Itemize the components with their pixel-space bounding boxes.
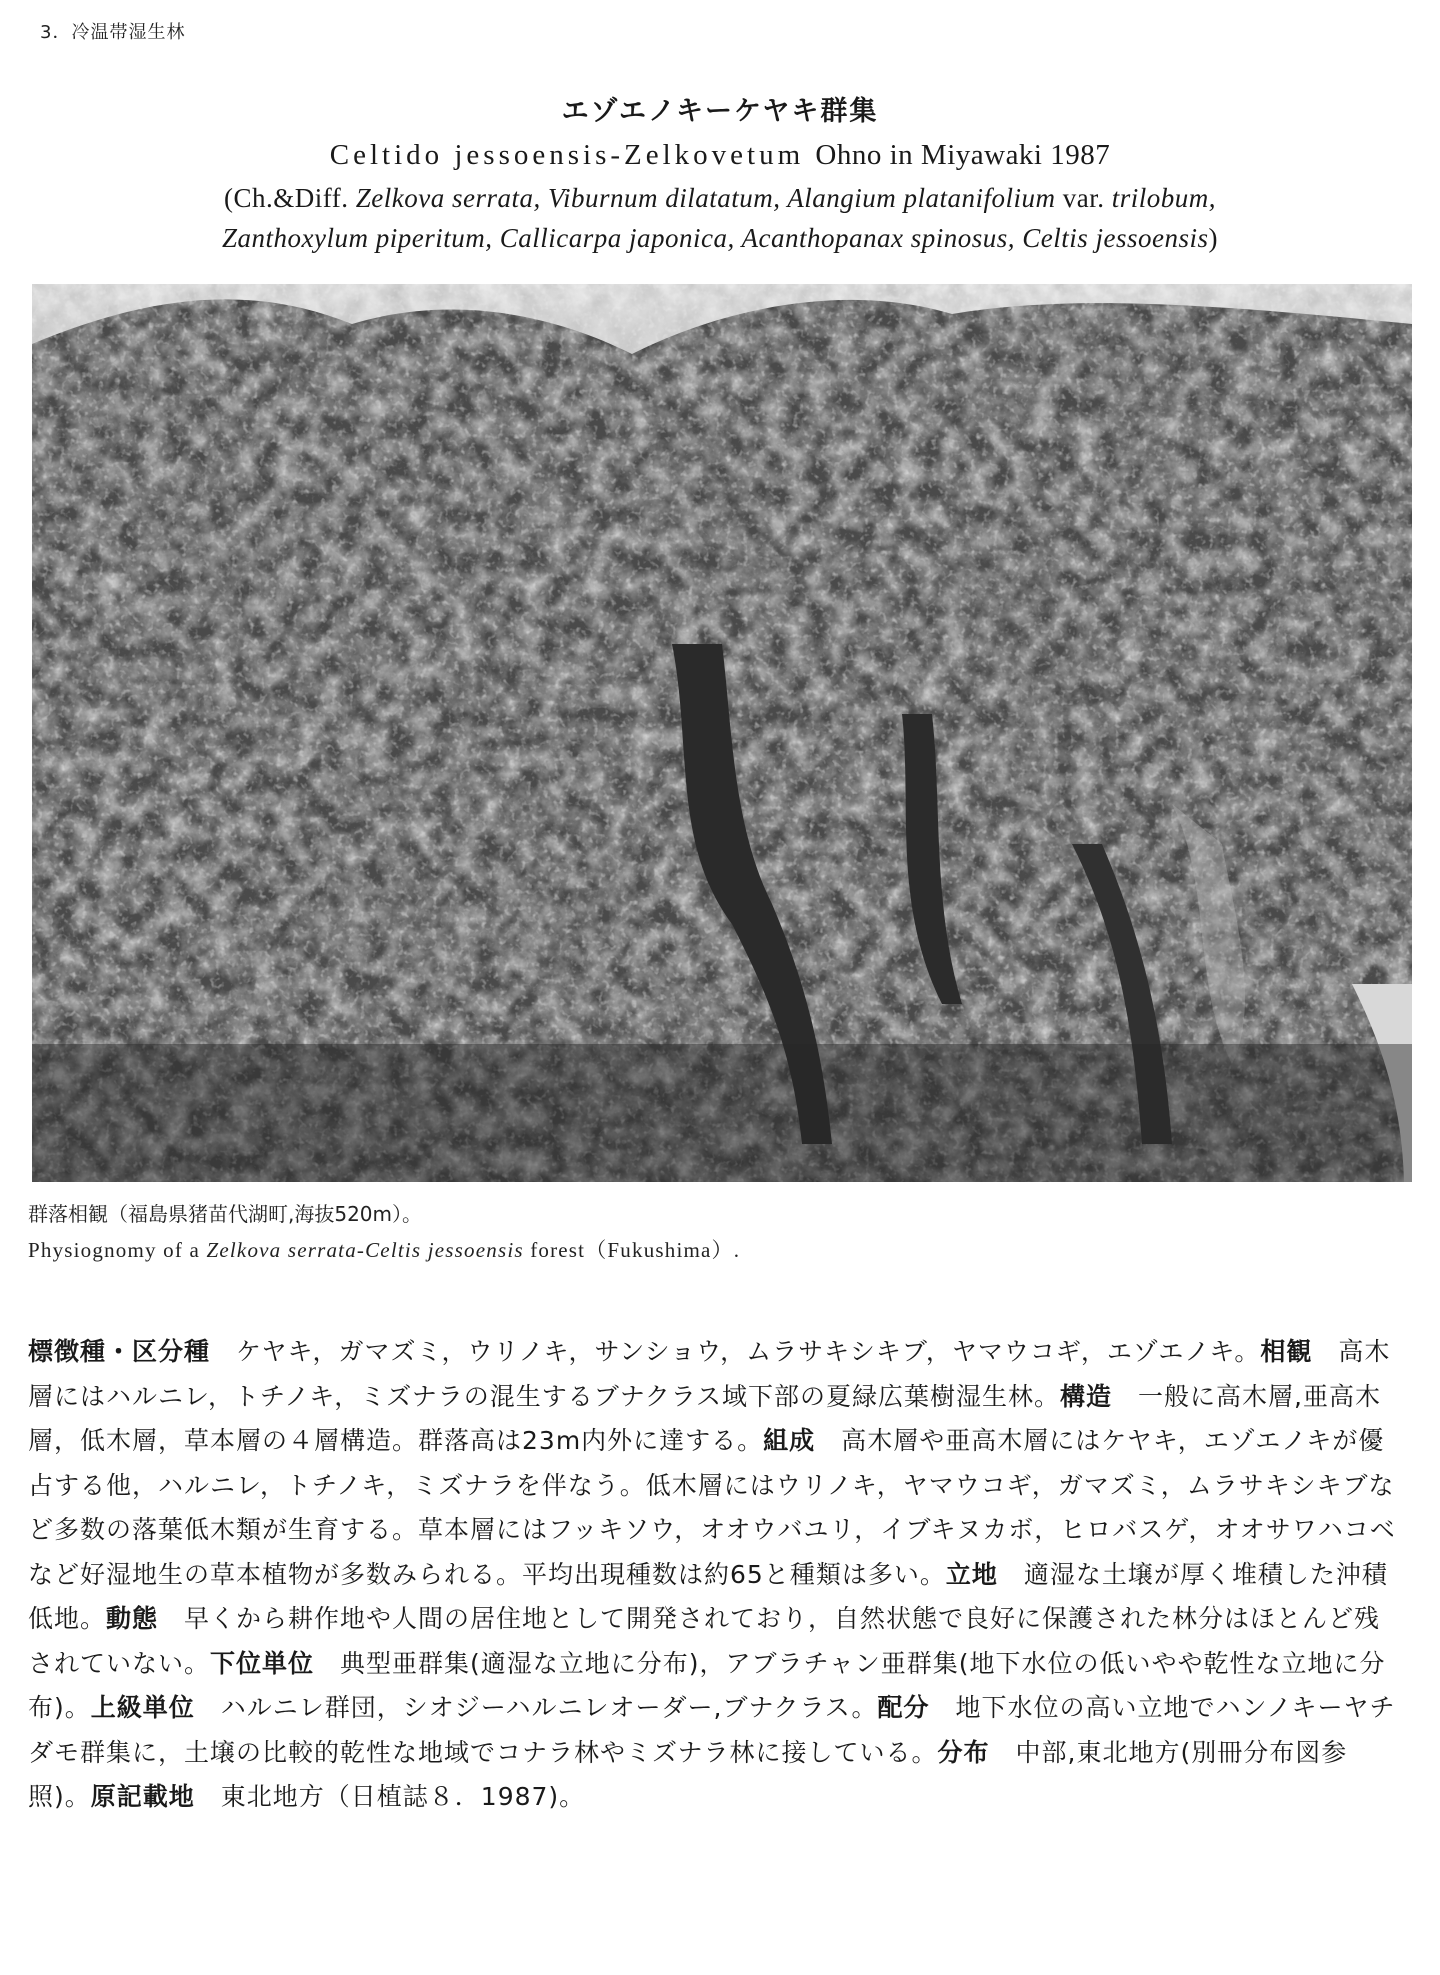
latin-name: Celtido jessoensis-Zelkovetum [329, 139, 805, 171]
term-dynamics: 動態 [106, 1604, 159, 1633]
term-original-locality: 原記載地 [90, 1782, 195, 1811]
text-composition: 高木層や亜高木層にはケヤキ，エゾエノキが優占する他，ハルニレ，トチノキ，ミズナラを伴なう。低木層にはウリノキ，ヤマウコギ，ガマズミ，ムラサキシキブなど多数の落葉低木類が生育する。草本層にはフッキソウ，オオウバユリ，イブキヌカボ，ヒロバスゲ，オオサワハコベなど好湿地生の草本植物が多数みられる。平均出現種数は約65と種類は多い。 [28, 1426, 1396, 1589]
term-distribution: 分布 [937, 1737, 990, 1767]
photo-caption-english [28, 1234, 740, 1264]
description-body [28, 1330, 1398, 1820]
text-habitat: 適湿な土壌が厚く堆積した沖積低地。 [28, 1559, 1388, 1633]
term-composition: 組成 [763, 1426, 816, 1455]
term-structure: 構造 [1060, 1381, 1113, 1411]
text-distribution-arrangement: 地下水位の高い立地でハンノキーヤチダモ群集に，土壌の比較的乾性な地域でコナラ林やミズナラ林に接している。 [28, 1693, 1396, 1767]
title-block [0, 92, 1440, 258]
species-list-2: trilobum, [1111, 183, 1216, 213]
author-citation: Ohno in Miyawaki 1987 [815, 139, 1111, 171]
term-distribution-arrangement: 配分 [877, 1693, 930, 1722]
var-label: var. [1062, 183, 1105, 213]
diagnostic-species [0, 178, 1440, 258]
text-subunits: 典型亜群集(適湿な立地に分布)，アブラチャン亜群集(地下水位の低いやや乾性な立地に分布)。 [28, 1648, 1386, 1722]
forest-photo-icon [32, 284, 1412, 1182]
term-higher-units: 上級単位 [90, 1693, 195, 1722]
association-name-latin [0, 134, 1440, 176]
text-dynamics: 早くから耕作地や人間の居住地として開発されており，自然状態で良好に保護された林分はほとんど残されていない。 [28, 1604, 1381, 1678]
caption-species: Zelkova serrata-Celtis jessoensis [206, 1238, 524, 1262]
text-original-locality: 東北地方（日植誌８．1987)。 [194, 1782, 586, 1811]
text-structure: 一般に高木層,亜高木層，低木層，草本層の４層構造。群落高は23m内外に達する。 [28, 1381, 1381, 1455]
section-label: 3．冷温帯湿生林 [40, 22, 186, 43]
association-name-japanese: エゾエノキーケヤキ群集 [561, 96, 879, 127]
species-list-3: Zanthoxylum piperitum, Callicarpa japonica, Acanthopanax spinosus, Celtis jessoensis [222, 223, 1209, 253]
species-list-1: Zelkova serrata, Viburnum dilatatum, Alangium platanifolium [355, 183, 1056, 213]
term-habitat: 立地 [945, 1559, 998, 1589]
text-diagnostic-species: ケヤキ，ガマズミ，ウリノキ，サンショウ，ムラサキシキブ，ヤマウコギ，エゾエノキ。 [210, 1337, 1261, 1366]
caption-prefix: Physiognomy of a [28, 1238, 201, 1262]
diff-prefix: (Ch.&Diff. [223, 183, 349, 213]
photo-caption-japanese: 群落相観（福島県猪苗代湖町,海抜520m）。 [28, 1202, 423, 1226]
term-physiognomy: 相観 [1260, 1337, 1313, 1366]
text-higher-units: ハルニレ群団，シオジーハルニレオーダー,ブナクラス。 [194, 1693, 878, 1722]
diff-suffix: ) [1208, 223, 1218, 253]
term-diagnostic-species: 標徴種・区分種 [28, 1337, 211, 1366]
term-subunits: 下位単位 [210, 1648, 315, 1678]
caption-suffix: forest（Fukushima）. [530, 1238, 741, 1262]
text-physiognomy: 高木層にはハルニレ，トチノキ，ミズナラの混生するブナクラス域下部の夏緑広葉樹湿生林。 [28, 1337, 1391, 1411]
forest-photo [32, 284, 1412, 1182]
text-distribution: 中部,東北地方(別冊分布図参照)。 [28, 1737, 1348, 1811]
